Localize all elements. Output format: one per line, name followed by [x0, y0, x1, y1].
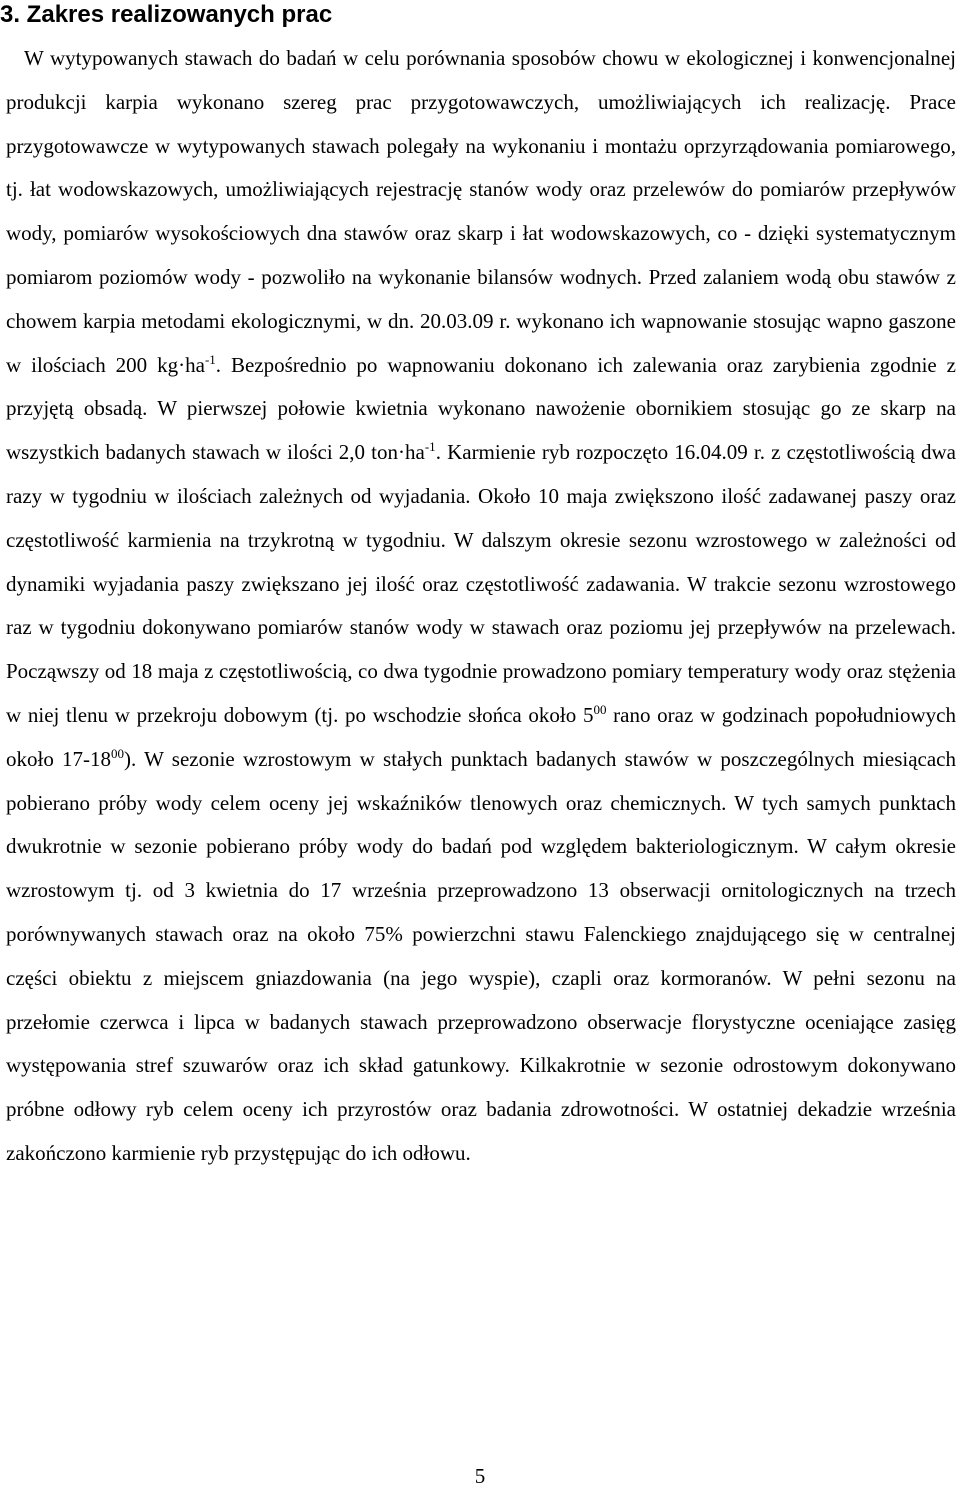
- exponent-superscript: -1: [424, 439, 436, 455]
- section-heading: 3. Zakres realizowanych prac: [0, 1, 333, 28]
- page-number: 5: [474, 1464, 486, 1488]
- time-superscript: 00: [593, 701, 607, 717]
- paragraph-text-part-3: . Karmienie ryb rozpoczęto 16.04.09 r. z częstotliwością dwa razy w tygodniu w ilościach zależnych od wyjadania. Około 10 maja zwiększono ilość zadawanej paszy oraz częstotliwość karmienia na trzykrotną w tygodniu. W dalszym okresie sezonu wzrostowego w zależności od dynamiki wyjadania paszy zwiększano jej ilość oraz częstotliwość zadawania. W trakcie sezonu wzrostowego raz w tygodniu dokonywano pomiarów stanów wody w stawach oraz poziomu jej przepływów na przelewach. Począwszy od 18 maja z częstotliwością, co dwa tygodnie prowadzono pomiary temperatury wody oraz stężenia w niej tlenu w przekroju dobowym (tj. po wschodzie słońca około 5: [6, 440, 956, 727]
- paragraph-text-part-4: rano oraz w godzinach popołudniowych około 17-18: [6, 702, 956, 771]
- exponent-superscript: -1: [204, 351, 216, 367]
- paragraph-text-part-2: . Bezpośrednio po wapnowaniu dokonano ich zalewania oraz zarybienia zgodnie z przyjętą obsadą. W pierwszej połowie kwietnia wykonano nawożenie obornikiem stosując go ze skarp na wszystkich badanych stawach w ilości 2,0 ton·ha: [6, 352, 956, 465]
- time-superscript: 00: [111, 745, 125, 761]
- body-paragraph: [6, 37, 956, 1176]
- paragraph-text-part-5: ). W sezonie wzrostowym w stałych punktach badanych stawów w poszczególnych miesiącach pobierano próby wody celem oceny jej wskaźników tlenowych oraz chemicznych. W tych samych punktach dwukrotnie w sezonie pobierano próby wody do badań pod względem bakteriologicznym. W całym okresie wzrostowym tj. od 3 kwietnia do 17 września przeprowadzono 13 obserwacji ornitologicznych na trzech porównywanych stawach oraz na około 75% powierzchni stawu Falenckiego znajdującego się w centralnej części obiektu z miejscem gniazdowania (na jego wyspie), czapli oraz kormoranów. W pełni sezonu na przełomie czerwca i lipca w badanych stawach przeprowadzono obserwacje florystyczne oceniające zasięg występowania stref szuwarów oraz ich skład gatunkowy. Kilkakrotnie w sezonie odrostowym dokonywano próbne odłowy ryb celem oceny ich przyrostów oraz badania zdrowotności. W ostatniej dekadzie września zakończono karmienie ryb przystępując do ich odłowu.: [6, 746, 957, 1165]
- paragraph-text-part-1: W wytypowanych stawach do badań w celu porównania sposobów chowu w ekologicznej i konwencjonalnej produkcji karpia wykonano szereg prac przygotowawczych, umożliwiających ich realizację. Prace przygotowawcze w wytypowanych stawach polegały na wykonaniu i montażu oprzyrządowania pomiarowego, tj. łat wodowskazowych, umożliwiających rejestrację stanów wody oraz przelewów do pomiarów przepływów wody, pomiarów wysokościowych dna stawów oraz skarp i łat wodowskazowych, co - dzięki systematycznym pomiarom poziomów wody - pozwoliło na wykonanie bilansów wodnych. Przed zalaniem wodą obu stawów z chowem karpia metodami ekologicznymi, w dn. 20.03.09 r. wykonano ich wapnowanie stosując wapno gaszone w ilościach 200 kg·ha: [6, 46, 956, 377]
